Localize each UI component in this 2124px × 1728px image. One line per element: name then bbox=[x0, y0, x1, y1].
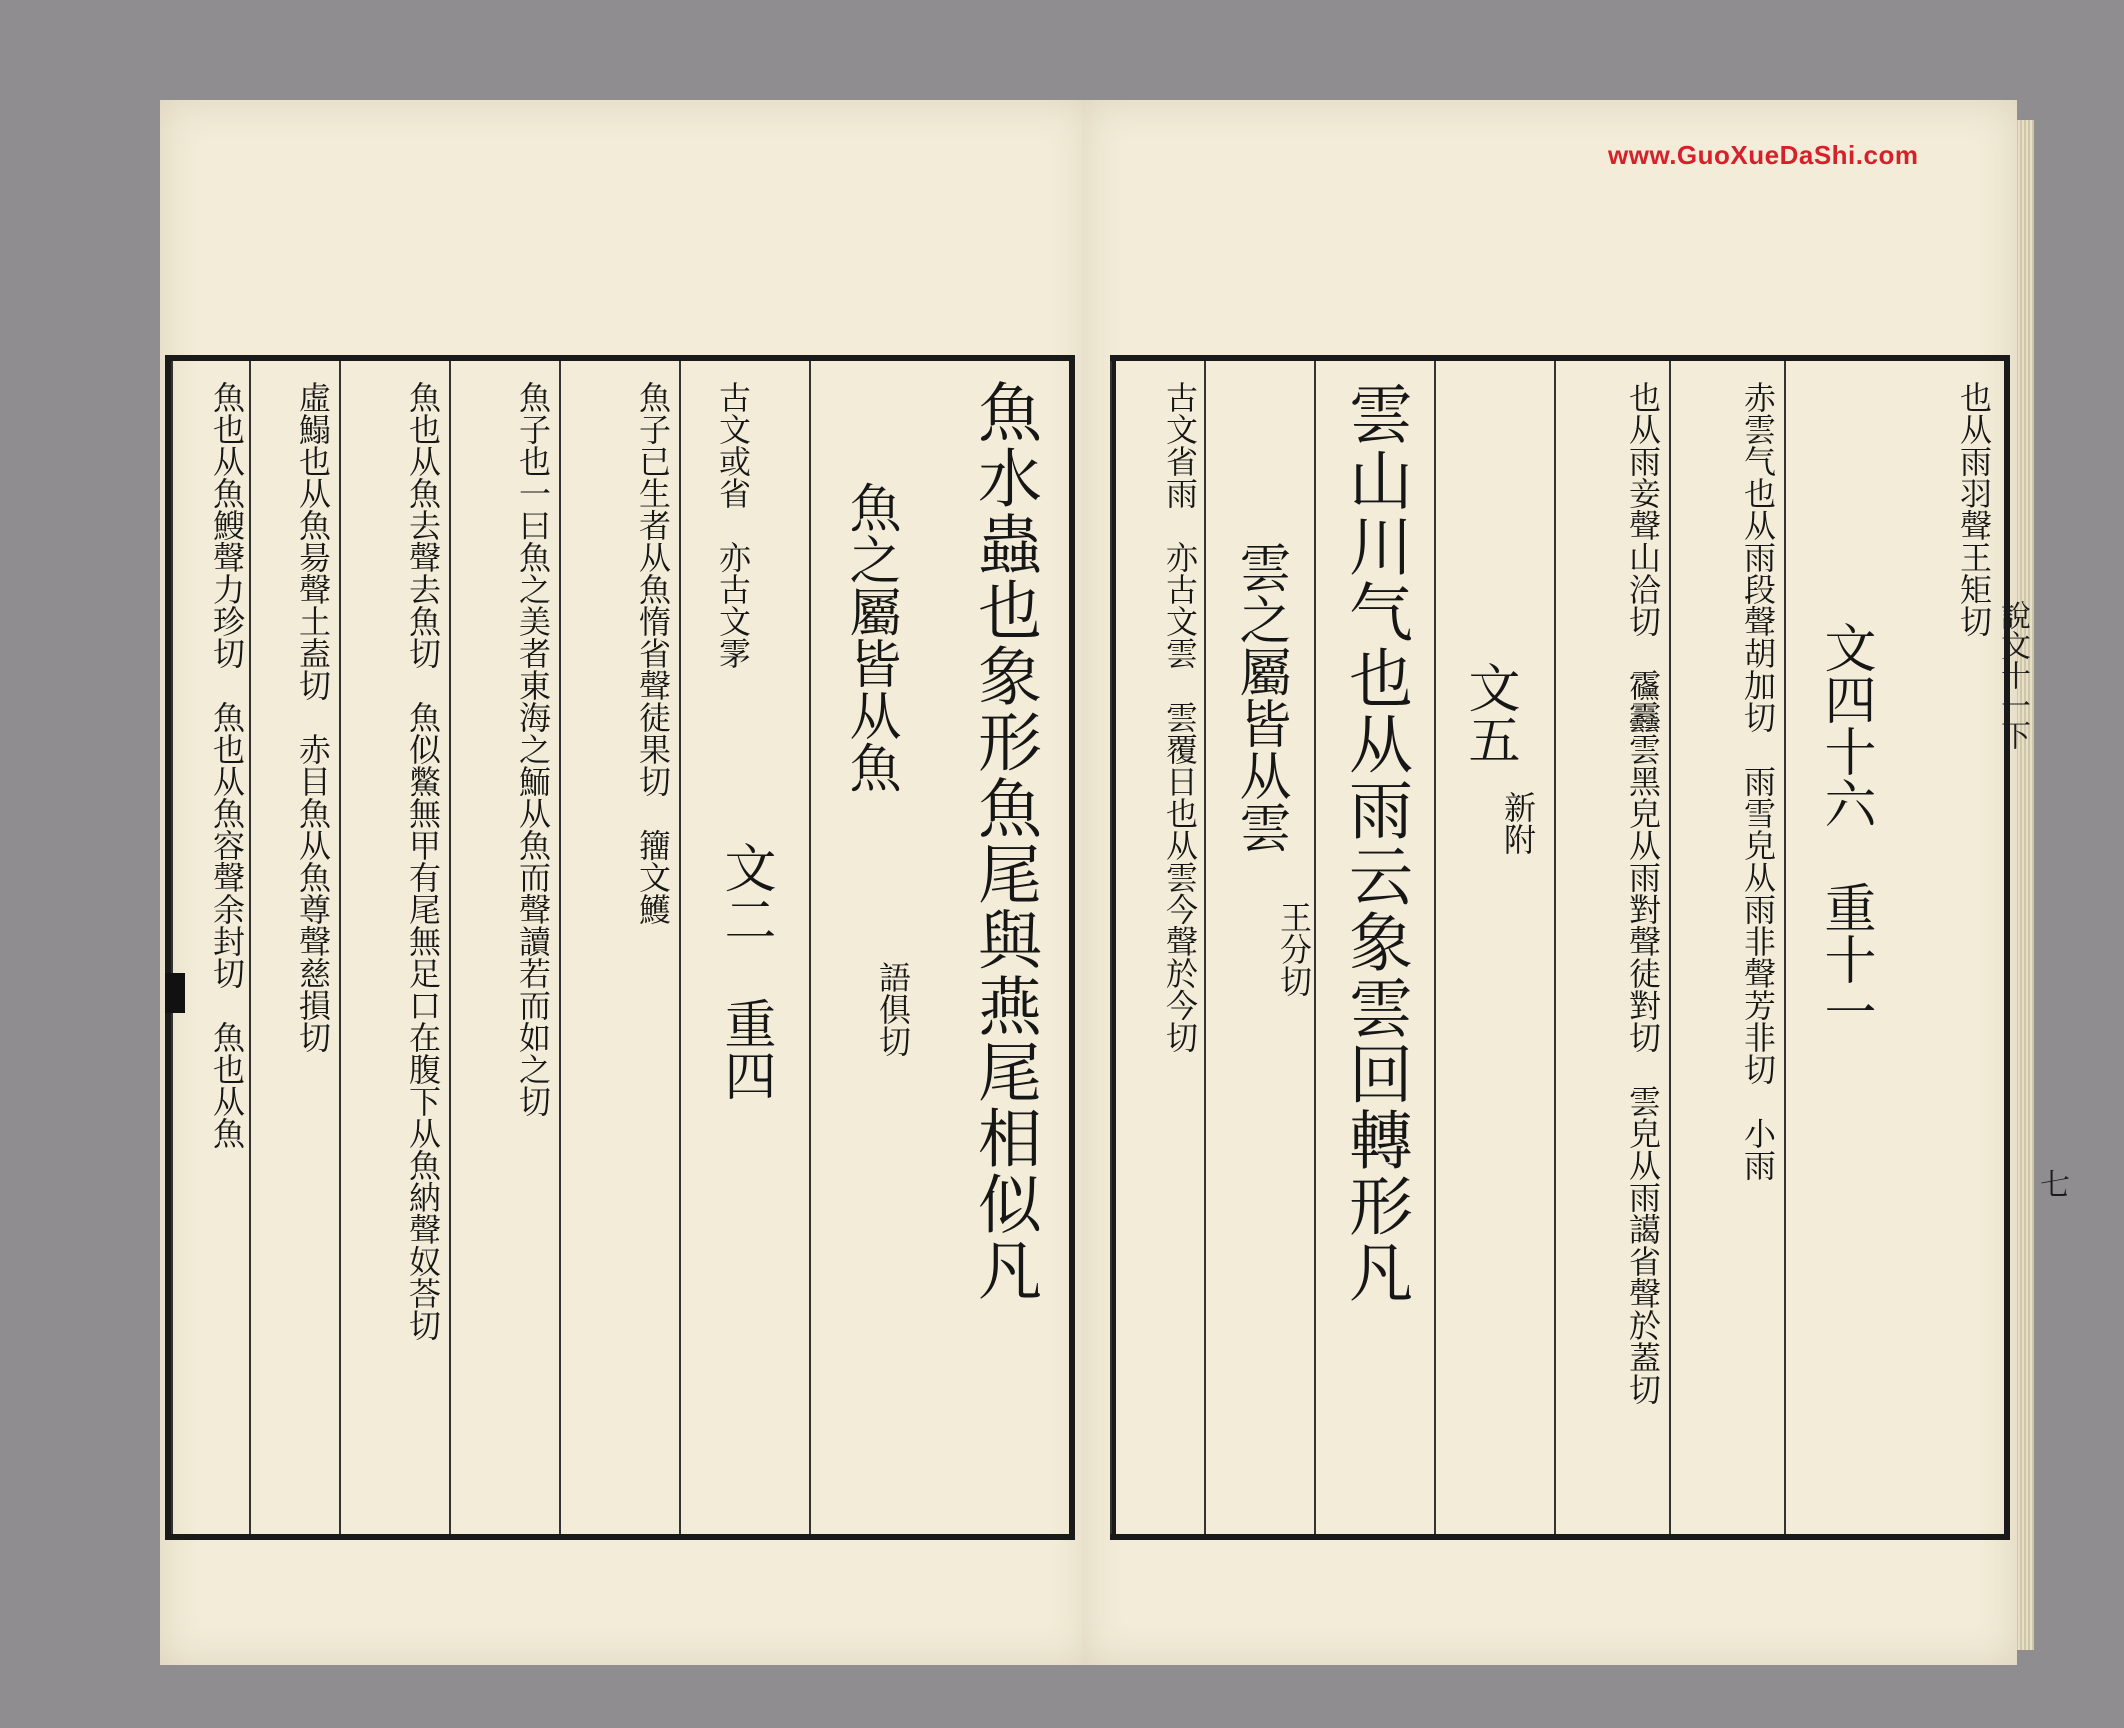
text-column bbox=[1904, 361, 2004, 1534]
text-column bbox=[1669, 361, 1784, 1534]
annotation-text: 魚子也一曰魚之美者東海之鮞从魚而聲讀若而如之切 bbox=[514, 381, 552, 1117]
annotation-text: 虛鰨也从魚昜聲土盍切 赤目魚从魚尊聲慈損切 bbox=[294, 381, 332, 1053]
annotation-text: 王分切 bbox=[1275, 901, 1313, 997]
annotation-text: 魚也从魚䱸聲力珍切 魚也从魚容聲余封切 魚也从魚 bbox=[208, 381, 246, 1149]
text-column bbox=[1784, 361, 1904, 1534]
main-text: 文五 bbox=[1459, 661, 1519, 765]
annotation-text: 新附 bbox=[1499, 791, 1537, 855]
annotation-text: 魚也从魚去聲去魚切 魚似鱉無甲有尾無足口在腹下从魚納聲奴荅切 bbox=[404, 381, 442, 1341]
main-text: 雲之屬皆从雲 bbox=[1230, 541, 1290, 853]
page-number: 七 bbox=[2040, 1168, 2070, 1203]
text-column bbox=[929, 361, 1069, 1534]
main-text: 魚水蟲也象形魚尾與燕尾相似凡 bbox=[967, 379, 1041, 1303]
main-text: 文二 重四 bbox=[715, 841, 775, 1101]
text-column bbox=[559, 361, 679, 1534]
text-column bbox=[1314, 361, 1434, 1534]
annotation-text: 古文或省 亦古文雺 bbox=[714, 381, 752, 669]
right-text-frame bbox=[1110, 355, 2010, 1540]
text-column bbox=[449, 361, 559, 1534]
text-column bbox=[339, 361, 449, 1534]
text-column bbox=[1434, 361, 1554, 1534]
text-column bbox=[679, 361, 809, 1534]
text-column bbox=[1204, 361, 1314, 1534]
text-column bbox=[171, 361, 249, 1534]
text-column bbox=[249, 361, 339, 1534]
text-column bbox=[809, 361, 929, 1534]
annotation-text: 也从雨妾聲山洽切 䨹䨺雲黑皃从雨對聲徒對切 雲皃从雨譪省聲於蓋切 bbox=[1624, 381, 1662, 1405]
watermark: www.GuoXueDaShi.com bbox=[1608, 140, 1919, 170]
main-text: 雲山川气也从雨云象雲回轉形凡 bbox=[1338, 381, 1412, 1305]
annotation-text: 也从雨羽聲王矩切 bbox=[1955, 381, 1993, 637]
annotation-text: 古文省雨 亦古文雲 雲覆日也从雲今聲於今切 bbox=[1161, 381, 1199, 1053]
margin-mark bbox=[165, 973, 185, 1013]
folio-title: 說文十一下 bbox=[1995, 600, 2030, 750]
annotation-text: 赤雲气也从雨段聲胡加切 雨雪皃从雨非聲芳非切 小雨 bbox=[1739, 381, 1777, 1181]
main-text: 魚之屬皆从魚 bbox=[840, 481, 900, 793]
main-text: 文四十六 重十一 bbox=[1815, 621, 1875, 1037]
annotation-text: 語俱切 bbox=[874, 961, 912, 1057]
left-text-frame bbox=[165, 355, 1075, 1540]
text-column bbox=[1554, 361, 1669, 1534]
annotation-text: 魚子已生者从魚惰省聲徒果切 籒文鱯 bbox=[634, 381, 672, 925]
text-column bbox=[1110, 361, 1204, 1534]
